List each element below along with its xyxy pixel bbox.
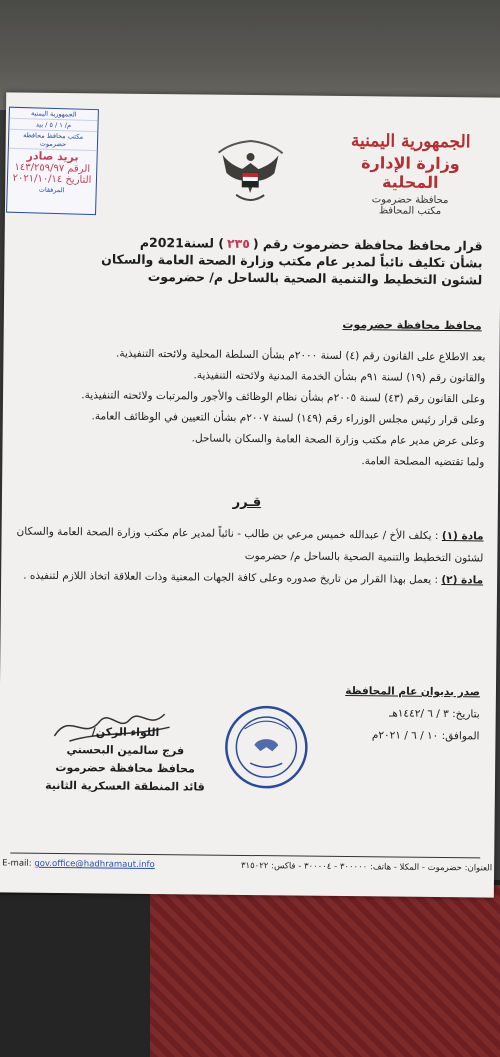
signatory-title-1: محافظ محافظة حضرموت <box>55 760 195 776</box>
articles <box>9 520 484 591</box>
letterhead-republic: الجمهورية اليمنية <box>350 131 471 153</box>
decree-document <box>0 92 500 897</box>
preamble-item: وعلى عرض مدير عام مكتب وزارة الصحة العامة والسكان بالساحل. <box>191 432 485 448</box>
incoming-mail-stamp <box>6 107 99 215</box>
red-fabric <box>150 885 500 1057</box>
preamble-item: وعلى القانون رقم (٤٣) لسنة ٢٠٠٥م بشأن نظام الوظائف والأجور والمرتبات ولائحته التنفيذية. <box>81 389 486 406</box>
signatory-name: فرج سالمين البحسني <box>66 743 185 758</box>
article-1-label: مادة (١) <box>441 530 484 543</box>
article-1-text: : يكلف الأخ / عبدالله خميس مرعي بن طالب - نائباً لمدير عام مكتب وزارة الصحة العامة والسكان لشئون التخطيط والتنمية الصحية بالساحل م/ حضرموت <box>16 525 484 565</box>
stamp-handwritten-title: بريد صادر <box>26 149 79 164</box>
article-2 <box>9 564 483 591</box>
official-round-seal-icon <box>224 705 309 790</box>
decision-heading: قـرر <box>232 494 262 511</box>
footer <box>2 858 492 873</box>
preamble-item: وعلى قرار رئيس مجلس الوزراء رقم (١٤٩) لسنة ٢٠٠٧م بشأن التعيين في الوظائف العامة. <box>91 410 485 427</box>
letterhead-ministry: وزارة الإدارة المحلية <box>361 153 460 192</box>
stamp-line-1: الجمهورية اليمنية <box>10 108 98 121</box>
signatory-title-2: قائد المنطقة العسكرية الثانية <box>45 778 205 794</box>
stamp-handwritten-date: التاريخ ٢٠٢١/١٠/١٤ <box>12 172 92 187</box>
article-2-label: مادة (٢) <box>441 574 484 587</box>
issued-hijri-date: بتاريخ: ٣ / ٦ /١٤٤٢هـ <box>389 707 480 721</box>
email-label: E-mail: <box>2 858 32 869</box>
stamp-line-2: م/ ١ / ٥ / بيد <box>9 119 97 132</box>
footer-email <box>2 858 155 870</box>
decree-title <box>22 233 483 289</box>
preamble-item: ولما تقتضيه المصلحة العامة. <box>361 455 485 469</box>
preamble-item: والقانون رقم (١٩) لسنة ٩١م بشأن الخدمة المدنية ولائحته التنفيذية. <box>193 369 486 385</box>
signature-block <box>35 723 216 797</box>
yemen-eagle-emblem-icon <box>210 133 291 214</box>
footer-address: العنوان: حضرموت - المكلا - هاتف: ٣٠٠٠٠٠ - ٣٠٠٠٠٤ - فاكس: ٣١٥٠٢٢ <box>240 860 493 874</box>
governor-heading: محافظ محافظة حضرموت <box>342 317 482 333</box>
decree-number: ٢٣٥ <box>226 235 250 251</box>
letterhead-office: مكتب المحافظ <box>378 205 442 217</box>
dark-cloth <box>0 895 170 1057</box>
stamp-handwritten-number: الرقم ١٤٣/٢٥٩/٩٧ <box>14 161 91 175</box>
signatory-rank: اللواء الركن/ <box>91 725 160 740</box>
footer-divider <box>10 853 480 859</box>
issued-at: صدر بديوان عام المحافظة <box>345 685 481 699</box>
email-link[interactable]: gov.office@hadhramaut.info <box>34 858 155 871</box>
decree-title-line-2: بشأن تكليف نائباً لمدير عام مكتب وزارة الصحة العامة والسكان <box>101 251 483 271</box>
letterhead-governorate: محافظة حضرموت <box>371 194 449 207</box>
issued-gregorian-date: الموافق: ١٠ / ٦ / ٢٠٢١م <box>371 729 480 743</box>
stamp-line-3: مكتب محافظ محافظة حضرموت <box>9 130 97 151</box>
stamp-attachments: المرفقات <box>38 185 65 195</box>
letterhead <box>335 131 486 218</box>
article-1 <box>9 520 483 569</box>
preamble-item: بعد الاطلاع على القانون رقم (٤) لسنة ٢٠٠٠م بشأن السلطة المحلية ولائحته التنفيذية. <box>115 347 486 364</box>
decree-title-line-3: لشئون التخطيط والتنمية الصحية بالساحل م/ حضرموت <box>147 268 483 288</box>
article-2-text: : يعمل بهذا القرار من تاريخ صدوره وعلى كافة الجهات المعنية وذات العلاقة اتخاذ اللازم لتنفيذه . <box>23 569 439 586</box>
preamble <box>14 343 485 474</box>
title-prefix: قرار محافظ محافظة حضرموت رقم ( <box>252 236 483 254</box>
title-suffix: ) لسنة2021م <box>139 234 225 251</box>
